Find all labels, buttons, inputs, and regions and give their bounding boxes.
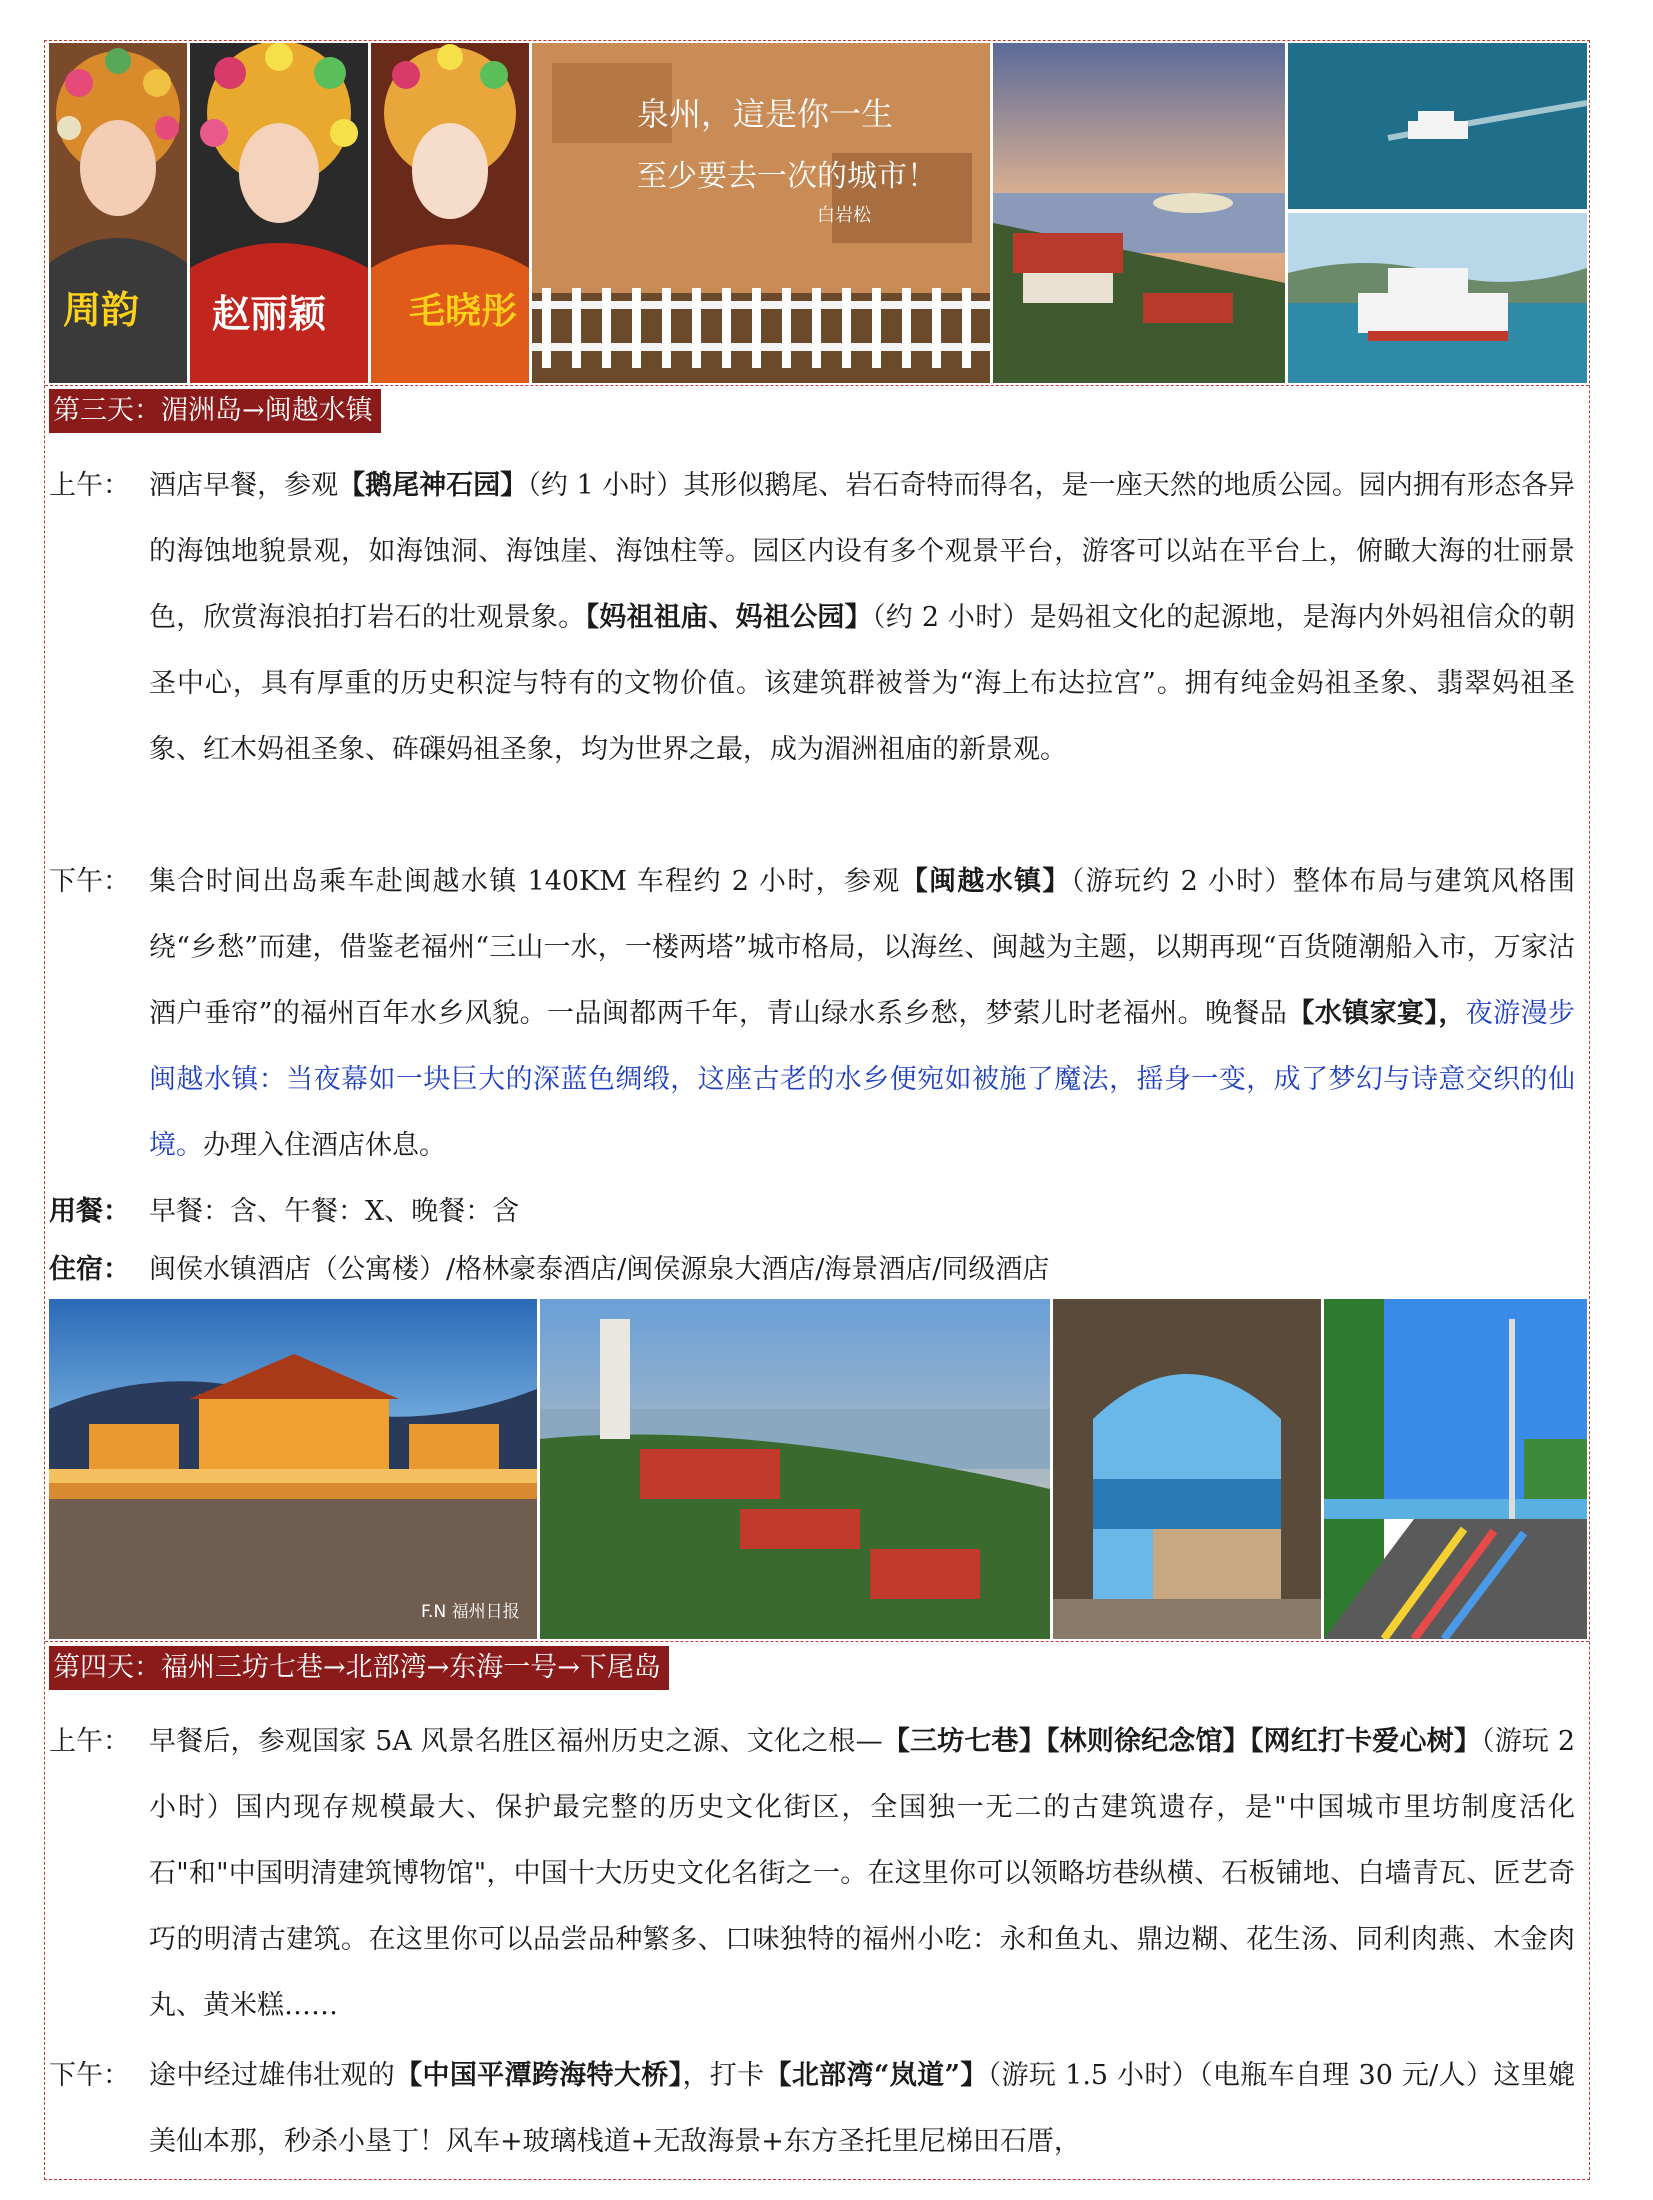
- day4-afternoon-label: 下午：: [49, 2060, 130, 2091]
- day3-afternoon-label: 下午：: [49, 866, 130, 897]
- day3-afternoon: [45, 849, 1585, 1179]
- section-divider: [45, 385, 1589, 386]
- day3-morning-text: [149, 453, 1575, 783]
- day3-afternoon-text: [149, 849, 1575, 1179]
- day4-spot-bridge: 【中国平潭跨海特大桥】: [395, 2060, 683, 2091]
- day4-morning-label: 上午：: [49, 1726, 130, 1757]
- portrait-name-2: 赵丽颖: [212, 292, 327, 336]
- portrait-photo-1: [49, 43, 187, 383]
- day4-morning: [45, 1709, 1585, 2039]
- poster-title: 泉州，這是你一生: [637, 95, 894, 133]
- day3-spot-minyue: 【闽越水镇】: [900, 866, 1071, 897]
- portrait-name-3: 毛晓彤: [409, 291, 518, 332]
- day3-morning-label: 上午：: [49, 470, 130, 501]
- day3-afternoon-comma: ，: [1438, 998, 1466, 1029]
- day4-spot-beibuwan: 【北部湾“岚道”】: [764, 2060, 988, 2091]
- day3-afternoon-text-4: 办理入住酒店休息。: [203, 1130, 446, 1161]
- sea-cave-photo: [1053, 1299, 1321, 1639]
- day3-spot-dinner: 【水镇家宴】: [1287, 998, 1439, 1029]
- mazu-island-aerial-photo: [540, 1299, 1050, 1639]
- ferry-photo-top: [1288, 43, 1587, 209]
- day3-hotel-text: 闽侯水镇酒店（公寓楼）/格林豪泰酒店/闽侯源泉大酒店/海景酒店/同级酒店: [149, 1254, 1050, 1285]
- day3-meals: [45, 1179, 1585, 1239]
- day4-afternoon-text: [149, 2043, 1575, 2175]
- poster-signature: 白岩松: [817, 205, 871, 226]
- section-divider-2: [45, 1641, 1589, 1642]
- quanzhou-poster-photo: [532, 43, 990, 383]
- day3-hotel: [45, 1237, 1585, 1297]
- portrait-name-1: 周韵: [63, 288, 140, 332]
- mazu-temple-sunset-photo: [993, 43, 1285, 383]
- day3-meals-label: 用餐：: [49, 1196, 130, 1227]
- day4-afternoon-text-1: 途中经过雄伟壮观的: [149, 2060, 396, 2091]
- day4-afternoon-text-3: （游玩 1.5 小时）（电瓶车自理 30 元/人）这里媲美仙本那，秒杀小垦丁！风车+玻璃栈道+无敌海景+东方圣托里尼梯田石厝，: [149, 2060, 1576, 2157]
- day4-morning-text-2: （游玩 2 小时）国内现存规模最大、保护最完整的历史文化街区，全国独一无二的古建筑遗存，是"中国城市里坊制度活化石"和"中国明清建筑博物馆"，中国十大历史文化名街之一。在这里你可以领略坊巷纵横、石板铺地、白墙青瓦、匠艺奇巧的明清古建筑。在这里你可以品尝品种繁多、口味独特的福州小吃：永和鱼丸、鼎边糊、花生汤、同利肉燕、木金肉丸、黄米糕……: [149, 1726, 1576, 2021]
- day3-hotel-label: 住宿：: [49, 1254, 130, 1285]
- poster-subtitle: 至少要去一次的城市！: [637, 159, 937, 194]
- day4-morning-text: [149, 1709, 1575, 2039]
- day3-afternoon-text-2: （游玩约 2 小时）整体布局与建筑风格围绕“乡愁”而建，借鉴老福州“三山一水，一楼两塔”城市格局，以海丝、闽越为主题，以期再现“百货随潮船入市，万家沽酒户垂帘”的福州百年水乡风貌。一品闽都两千年，青山绿水系乡愁，梦萦儿时老福州。晚餐品: [149, 866, 1576, 1029]
- day4-morning-text-1: 早餐后，参观国家 5A 风景名胜区福州历史之源、文化之根—: [149, 1726, 883, 1757]
- day4-afternoon-text-2: ，打卡: [682, 2060, 765, 2091]
- day3-title: 第三天：湄洲岛→闽越水镇: [49, 389, 381, 433]
- ferry-photo-bottom: [1288, 213, 1587, 383]
- day3-meals-text: 早餐：含、午餐：X、晚餐：含: [149, 1196, 520, 1227]
- day4-title: 第四天：福州三坊七巷→北部湾→东海一号→下尾岛: [49, 1646, 669, 1690]
- portrait-photo-2: [190, 43, 368, 383]
- day4-afternoon: [45, 2043, 1585, 2175]
- itinerary-page: [44, 40, 1590, 2180]
- day3-spot-ewei: 【鹅尾神石园】: [338, 470, 528, 501]
- coastal-road-photo: [1324, 1299, 1587, 1639]
- mid-photo-strip: [49, 1299, 1587, 1639]
- top-photo-strip: [49, 43, 1587, 383]
- day3-morning: [45, 453, 1585, 849]
- day4-spot-sanfang: 【三坊七巷】【林则徐纪念馆】【网红打卡爱心树】: [882, 1726, 1482, 1757]
- day3-morning-text-1: 酒店早餐，参观: [149, 470, 339, 501]
- portrait-photo-3: [371, 43, 529, 383]
- day3-morning-text-2: （约 1 小时）其形似鹅尾、岩石奇特而得名，是一座天然的地质公园。园内拥有形态各异的海蚀地貌景观，如海蚀洞、海蚀崖、海蚀柱等。园区内设有多个观景平台，游客可以站在平台上，俯瞰大海的壮丽景色，欣赏海浪拍打岩石的壮观景象。: [149, 470, 1576, 633]
- newspaper-watermark: F.N 福州日报: [421, 1602, 520, 1622]
- day3-afternoon-text-1: 集合时间出岛乘车赴闽越水镇 140KM 车程约 2 小时，参观: [149, 866, 901, 897]
- minyue-town-night-photo: [49, 1299, 537, 1639]
- day3-morning-text-3: （约 2 小时）是妈祖文化的起源地，是海内外妈祖信众的朝圣中心，具有厚重的历史积淀与特有的文物价值。该建筑群被誉为“海上布达拉宫”。拥有纯金妈祖圣象、翡翠妈祖圣象、红木妈祖圣象、砗磲妈祖圣象，均为世界之最，成为湄洲祖庙的新景观。: [149, 602, 1576, 765]
- day3-night-tour-text: 夜游漫步闽越水镇：当夜幕如一块巨大的深蓝色绸缎，这座古老的水乡便宛如被施了魔法，摇身一变，成了梦幻与诗意交织的仙境。: [149, 998, 1576, 1161]
- day3-spot-mazu: 【妈祖祖庙、妈祖公园】: [585, 602, 872, 633]
